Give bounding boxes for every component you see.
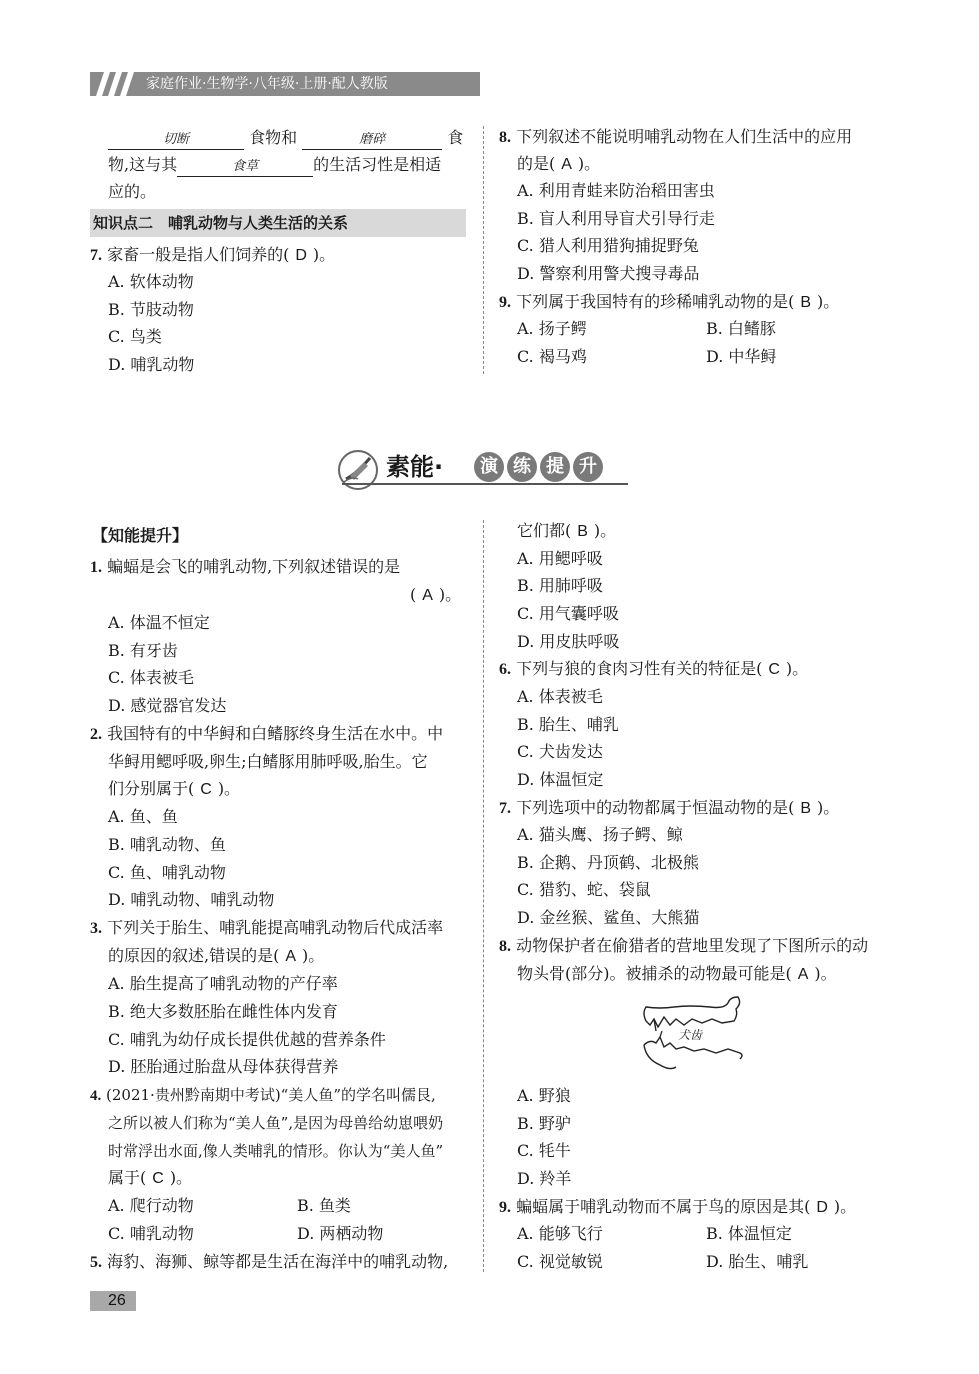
question-5-stem: 5. 海豹、海狮、鲸等都是生活在海洋中的哺乳动物, <box>90 1252 449 1271</box>
banner-char: 练 <box>507 452 537 482</box>
question-6-stem: 6. 下列与狼的食肉习性有关的特征是( C )。 <box>499 659 809 678</box>
section-heading: 【知能提升】 <box>92 526 189 545</box>
question-4-stem-2: 之所以被人们称为“美人鱼”,是因为母兽给幼崽喂奶 <box>108 1114 444 1132</box>
option: B. 鱼类 <box>297 1196 351 1215</box>
question-1-answer: ( A )。 <box>410 585 462 604</box>
option: A. 野狼 <box>517 1086 571 1105</box>
column-divider-top <box>483 126 484 374</box>
fill-line-2: 物,这与其 食草 的生活习性是相适 <box>108 154 441 177</box>
question-3-stem-2: 的原因的叙述,错误的是( A )。 <box>108 946 325 965</box>
question-8b-stem: 8. 动物保护者在偷猎者的营地里发现了下图所示的动 <box>499 936 869 955</box>
question-8b-stem-2: 物头骨(部分)。被捕杀的动物最可能是( A )。 <box>517 964 837 983</box>
option: A. 用鳃呼吸 <box>517 549 603 568</box>
option: A. 利用青蛙来防治稻田害虫 <box>517 181 715 200</box>
question-8-stem-2: 的是( A )。 <box>517 154 601 173</box>
option: B. 企鹅、丹顶鹤、北极熊 <box>517 853 699 872</box>
option: D. 羚羊 <box>517 1169 572 1188</box>
option: A. 体温不恒定 <box>108 613 210 632</box>
question-2-stem: 2. 我国特有的中华鲟和白鳍豚终身生活在水中。中 <box>90 724 444 743</box>
section-title: 知识点二 哺乳动物与人类生活的关系 <box>93 214 349 232</box>
option: A. 胎生提高了哺乳动物的产仔率 <box>108 974 338 993</box>
option: C. 视觉敏锐 <box>517 1252 603 1271</box>
answer-q9-top: B <box>800 294 812 311</box>
pen-logo-icon <box>336 446 382 492</box>
option: D. 体温恒定 <box>517 770 604 789</box>
fill-line-3: 应的。 <box>108 182 157 201</box>
option: B. 有牙齿 <box>108 641 178 660</box>
option: B. 野驴 <box>517 1114 571 1133</box>
header-title: 家庭作业·生物学·八年级·上册·配人教版 <box>146 76 388 92</box>
option: A. 能够飞行 <box>517 1224 603 1243</box>
banner-char: 升 <box>573 452 603 482</box>
fill-line-1: 切断 食物和 磨碎 食 <box>108 127 463 150</box>
question-4-stem-4: 属于( C )。 <box>108 1168 193 1187</box>
answer-q3: A <box>285 948 297 965</box>
answer-q7: D <box>295 247 307 264</box>
option: A. 扬子鳄 <box>517 319 587 338</box>
option: C. 牦牛 <box>517 1141 571 1160</box>
page-number: 26 <box>108 1292 126 1309</box>
question-4-stem-3: 时常浮出水面,像人类哺乳的情形。你认为“美人鱼” <box>108 1142 444 1160</box>
answer-q4: C <box>152 1170 164 1187</box>
question-7b-stem: 7. 下列选项中的动物都属于恒温动物的是( B )。 <box>499 798 840 817</box>
banner-char: 演 <box>474 452 504 482</box>
option: C. 鱼、哺乳动物 <box>108 863 226 882</box>
option: B. 盲人利用导盲犬引导行走 <box>517 209 715 228</box>
option: B. 胎生、哺乳 <box>517 715 619 734</box>
option: D. 用皮肤呼吸 <box>517 632 620 651</box>
option: A. 体表被毛 <box>517 687 603 706</box>
answer-q6: C <box>768 661 780 678</box>
option: A. 鱼、鱼 <box>108 807 178 826</box>
question-7-stem: 7. 家畜一般是指人们饲养的( D )。 <box>90 245 336 264</box>
blank-3: 食草 <box>177 158 313 177</box>
answer-q1: A <box>422 587 433 604</box>
question-2-stem-2: 华鲟用鳃呼吸,卵生;白鳍豚用肺呼吸,胎生。它 <box>108 752 428 771</box>
banner-title: 素能· <box>386 453 444 481</box>
question-2-stem-3: 们分别属于( C )。 <box>108 779 241 798</box>
option: B. 体温恒定 <box>706 1224 792 1243</box>
option: B. 白鳍豚 <box>706 319 776 338</box>
option: D. 金丝猴、鲨鱼、大熊猫 <box>517 908 700 927</box>
question-9-stem: 9. 下列属于我国特有的珍稀哺乳动物的是( B )。 <box>499 292 840 311</box>
blank-1: 切断 <box>108 131 244 150</box>
figure-label-canine: 犬齿 <box>678 1028 703 1042</box>
option: B. 节肢动物 <box>108 300 194 319</box>
option: B. 绝大多数胚胎在雌性体内发育 <box>108 1002 338 1021</box>
option: D. 哺乳动物、哺乳动物 <box>108 890 275 909</box>
answer-q5: B <box>577 523 588 540</box>
option: C. 猎人利用猎狗捕捉野兔 <box>517 236 699 255</box>
option: D. 中华鲟 <box>706 347 777 366</box>
answer-q8b: A <box>797 966 809 983</box>
banner-char: 提 <box>540 452 570 482</box>
option: C. 褐马鸡 <box>517 347 587 366</box>
option: D. 感觉器官发达 <box>108 696 227 715</box>
question-4-stem: 4. (2021·贵州黔南期中考试)“美人鱼”的学名叫儒艮, <box>90 1086 436 1104</box>
banner-underline <box>342 483 628 485</box>
option: C. 用气囊呼吸 <box>517 604 619 623</box>
header-slash-icon <box>96 72 140 96</box>
question-8-stem: 8. 下列叙述不能说明哺乳动物在人们生活中的应用 <box>499 127 853 146</box>
option: D. 哺乳动物 <box>108 355 195 374</box>
question-9b-stem: 9. 蝙蝠属于哺乳动物而不属于鸟的原因是其( D )。 <box>499 1197 857 1216</box>
option: C. 猎豹、蛇、袋鼠 <box>517 880 651 899</box>
option: A. 猫头鹰、扬子鳄、鲸 <box>517 825 683 844</box>
option: C. 哺乳动物 <box>108 1224 194 1243</box>
question-3-stem: 3. 下列关于胎生、哺乳能提高哺乳动物后代成活率 <box>90 918 444 937</box>
option: D. 胚胎通过胎盘从母体获得营养 <box>108 1057 339 1076</box>
option: C. 鸟类 <box>108 327 162 346</box>
option: D. 警察利用警犬搜寻毒品 <box>517 264 700 283</box>
answer-q2: C <box>200 781 212 798</box>
blank-2: 磨碎 <box>302 131 442 150</box>
option: C. 哺乳为幼仔成长提供优越的营养条件 <box>108 1030 386 1049</box>
answer-q9b: D <box>816 1199 828 1216</box>
answer-q8-top: A <box>561 156 572 173</box>
option: B. 哺乳动物、鱼 <box>108 835 226 854</box>
question-1-stem: 1. 蝙蝠是会飞的哺乳动物,下列叙述错误的是 <box>90 557 401 576</box>
option: C. 犬齿发达 <box>517 742 603 761</box>
option: A. 爬行动物 <box>108 1196 194 1215</box>
question-5-continued: 它们都( B )。 <box>517 521 617 540</box>
option: A. 软体动物 <box>108 272 194 291</box>
option: D. 两栖动物 <box>297 1224 384 1243</box>
option: B. 用肺呼吸 <box>517 576 603 595</box>
answer-q7b: B <box>800 800 812 817</box>
column-divider-bottom <box>483 520 484 1272</box>
option: D. 胎生、哺乳 <box>706 1252 809 1271</box>
option: C. 体表被毛 <box>108 668 194 687</box>
